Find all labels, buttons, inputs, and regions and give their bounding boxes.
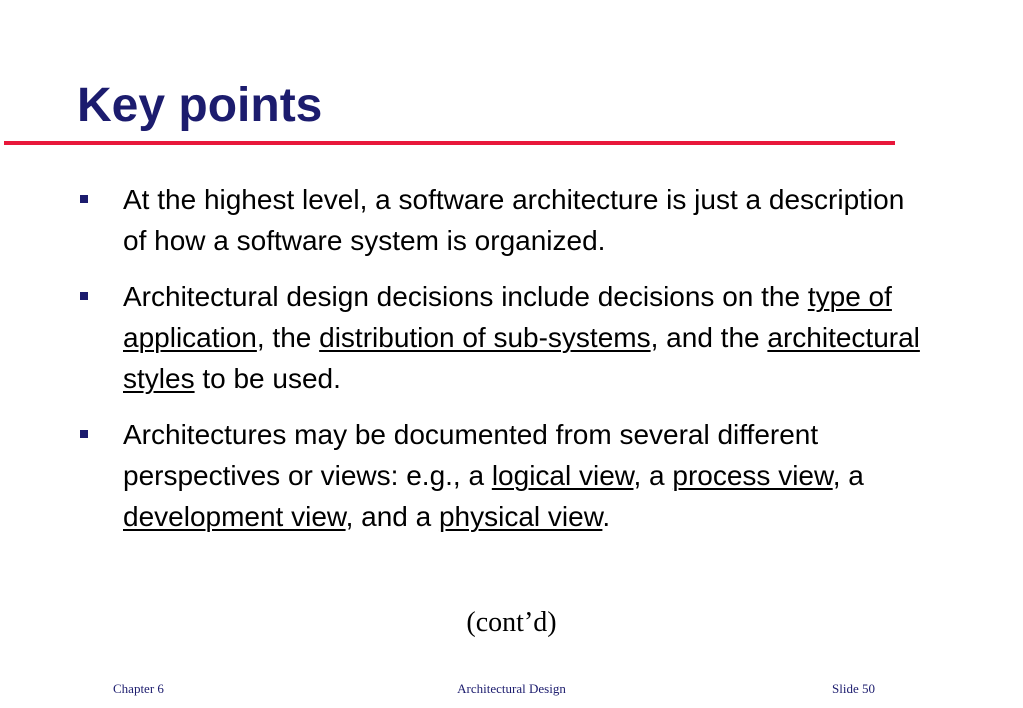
footer-chapter: Chapter 6 <box>113 681 164 696</box>
bullet-text: Architectural design decisions include decisions on the <box>123 281 808 312</box>
bullet-text: to be used. <box>194 363 341 394</box>
bullet-item <box>76 414 926 537</box>
underlined-term: distribution of sub-systems <box>319 322 651 353</box>
footer-course-title: Architectural Design <box>457 681 566 696</box>
bullet-item <box>76 179 926 261</box>
bullet-item <box>76 276 926 399</box>
underlined-term: physical view <box>438 501 603 532</box>
bullet-text: At the highest level, a software architecture is just a description of how a software system is organized. <box>123 184 905 256</box>
bullet-text: , and the <box>650 322 768 353</box>
bullet-text: Architectures may be documented from several different perspectives or views: e.g., a <box>123 419 819 491</box>
underlined-term: development view <box>123 501 346 532</box>
square-bullet-icon <box>80 195 88 203</box>
underlined-term: logical view <box>491 460 634 491</box>
bullet-text: , a <box>832 460 864 491</box>
bullet-text: , a <box>633 460 673 491</box>
bullet-text: , and a <box>345 501 439 532</box>
bullet-text: . <box>602 501 611 532</box>
bullet-list <box>76 179 926 552</box>
underlined-term: process view <box>672 460 833 491</box>
underlined-term: architectural styles <box>123 322 920 394</box>
bullet-text: , the <box>256 322 320 353</box>
footer-slide-number: Slide 50 <box>832 681 875 696</box>
title-divider <box>4 141 895 145</box>
underlined-term: type of application <box>123 281 892 353</box>
square-bullet-icon <box>80 292 88 300</box>
slide-title: Key points <box>77 79 323 132</box>
continued-note: (cont’d) <box>466 607 557 638</box>
square-bullet-icon <box>80 430 88 438</box>
